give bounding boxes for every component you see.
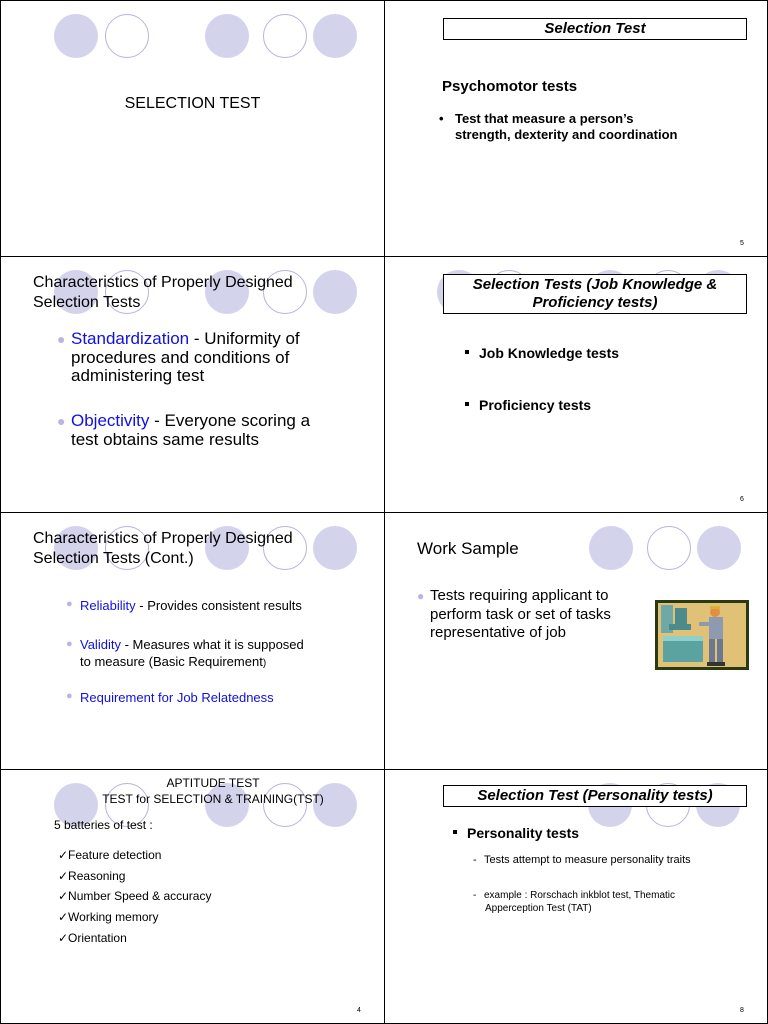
dash-marker: -	[473, 890, 477, 901]
bullet-item: ● Objectivity - Everyone scoring a test obtains same results	[57, 411, 311, 449]
bullet-item: ● Validity - Measures what it is supposed to measure (Basic Requirement)	[66, 637, 304, 669]
slide-6	[384, 256, 768, 513]
bullet-item: Personality tests	[453, 825, 579, 841]
decor-circle	[647, 526, 691, 570]
bullet-item: ● Reliability - Provides consistent results	[66, 598, 302, 613]
slide-3	[0, 512, 385, 770]
bullet-dot: ●	[57, 331, 66, 347]
slide-4	[0, 769, 385, 1024]
bullet-item: ● Standardization - Uniformity of procedures and conditions of administering test	[57, 329, 300, 385]
page-number: 5	[740, 240, 744, 247]
page-number: 6	[740, 496, 744, 503]
decor-circle	[589, 526, 633, 570]
list-intro: 5 batteries of test :	[54, 818, 153, 832]
slide-2	[0, 256, 385, 513]
bullet-dot: ●	[66, 690, 73, 702]
section-heading: Psychomotor tests	[442, 78, 578, 95]
list-item: ✓Number Speed & accuracy	[58, 889, 212, 904]
battery-list	[58, 845, 211, 949]
decor-circle	[313, 14, 357, 58]
decor-circle	[205, 14, 249, 58]
bullet-item: ● Tests requiring applicant to perform task or set of tasks representative of job	[417, 587, 611, 641]
slide-title: Selection Test	[443, 18, 747, 40]
slide-title: Selection Tests (Job Knowledge & Proficiency tests)	[443, 274, 747, 314]
slide-7	[384, 512, 768, 770]
list-item: ✓Orientation	[58, 930, 127, 945]
slide-5	[384, 0, 768, 257]
slide-8	[384, 769, 768, 1024]
sub-bullet-item: - example : Rorschach inkblot test, Thematic Apperception Test (TAT)	[473, 890, 676, 914]
decor-circle	[54, 14, 98, 58]
bullet-dot: ●	[417, 589, 425, 603]
slide-title: Characteristics of Properly Designed Selection Tests (Cont.)	[33, 530, 293, 567]
list-item: ✓Feature detection	[58, 848, 162, 862]
list-item: ✓Reasoning	[58, 868, 126, 883]
page-number: 4	[357, 1007, 361, 1014]
slide-title: Work Sample	[417, 539, 519, 558]
bullet-dot: •	[439, 111, 444, 126]
decor-circle	[263, 14, 307, 58]
bullet-item: Proficiency tests	[465, 397, 591, 413]
decor-circle	[697, 526, 741, 570]
bullet-item: Job Knowledge tests	[465, 345, 619, 361]
slide-title: Selection Test (Personality tests)	[443, 785, 747, 807]
slide-title: APTITUDE TEST TEST for SELECTION & TRAINING(TST)	[102, 776, 324, 806]
bullet-square	[453, 830, 457, 834]
bullet-item: • Test that measure a person’s strength, dexterity and coordination	[439, 111, 678, 142]
decor-circle	[313, 526, 357, 570]
bullet-dot: ●	[57, 413, 66, 429]
decor-circle	[313, 270, 357, 314]
slide-1	[0, 0, 385, 257]
sub-bullet-item: - Tests attempt to measure personality traits	[473, 854, 691, 866]
decor-circle	[105, 14, 149, 58]
bullet-item: ● Requirement for Job Relatedness	[66, 690, 274, 705]
dash-marker: -	[473, 854, 477, 866]
page-number: 8	[740, 1007, 744, 1014]
bullet-square	[465, 350, 469, 354]
list-item: ✓Working memory	[58, 910, 159, 925]
bullet-dot: ●	[66, 598, 73, 610]
slide-title: SELECTION TEST	[124, 95, 261, 112]
worker-clipart	[655, 600, 749, 670]
bullet-dot: ●	[66, 638, 73, 650]
bullet-square	[465, 402, 469, 406]
slide-title: Characteristics of Properly Designed Selection Tests	[33, 274, 293, 311]
